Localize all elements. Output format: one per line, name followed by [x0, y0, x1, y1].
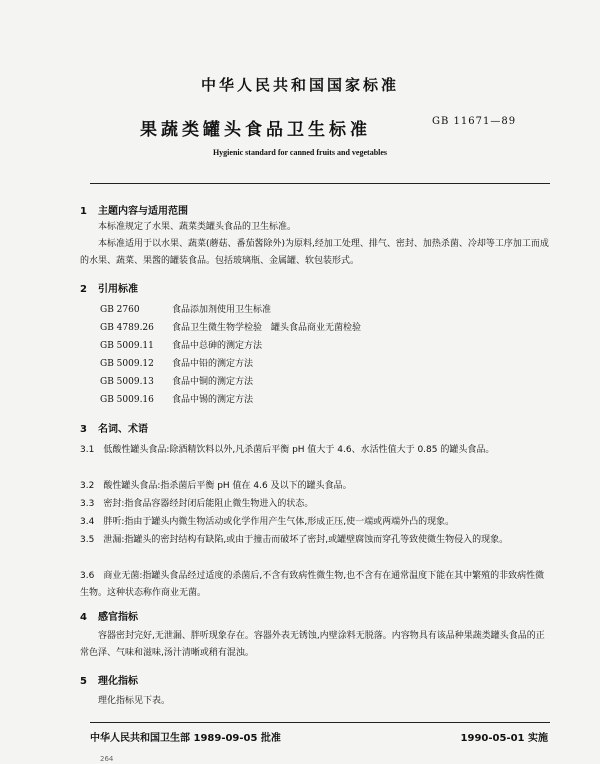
term-item: 3.4 胖听:指由于罐头内微生物活动或化学作用产生气体,形成正压,使一端或两端外凸的现象。 — [80, 517, 455, 527]
reference-code: GB 5009.11 — [100, 341, 154, 351]
reference-row — [100, 392, 253, 405]
section-3-heading — [80, 420, 148, 435]
english-title: Hygienic standard for canned fruits and vegetables — [212, 148, 388, 157]
section-4-paragraph: 容器密封完好,无泄漏、胖听现象存在。容器外表无锈蚀,内壁涂料无脱落。内容物具有该品种果蔬类罐头食品的正常色泽、气味和滋味,汤汁清晰或稍有混浊。 — [80, 631, 545, 658]
reference-row — [100, 374, 253, 387]
term-item: 3.3 密封:指食品容器经封闭后能阻止微生物进入的状态。 — [80, 499, 314, 509]
approval-line: 中华人民共和国卫生部 1989-09-05 批准 — [90, 733, 281, 744]
reference-row — [100, 356, 253, 369]
term-item: 3.1 低酸性罐头食品:除酒精饮料以外,凡杀菌后平衡 pH 值大于 4.6、水活性值大于 0.85 的罐头食品。 — [80, 445, 495, 455]
section-5-heading — [80, 672, 138, 687]
section-number: 3 — [80, 424, 87, 435]
reference-code: GB 5009.13 — [100, 377, 154, 387]
section-title: 理化指标 — [98, 676, 138, 687]
reference-code: GB 5009.16 — [100, 395, 154, 405]
issuer-title: 中华人民共和国国家标准 — [200, 76, 399, 94]
standard-code: GB 11671—89 — [432, 116, 517, 127]
effective-date: 1990-05-01 实施 — [460, 733, 548, 744]
reference-name: 食品中铅的测定方法 — [172, 359, 254, 369]
footer-rule — [90, 722, 550, 723]
reference-code: GB 5009.12 — [100, 359, 154, 369]
section-1-paragraph-2: 本标准适用于以水果、蔬菜(蘑菇、番茄酱除外)为原料,经加工处理、排气、密封、加热杀菌、冷却等工序加工而成的水果、蔬菜、果酱的罐装食品。包括玻璃瓶、金属罐、软包装形式。 — [80, 239, 549, 266]
section-5-paragraph: 理化指标见下表。 — [98, 696, 171, 706]
section-number: 5 — [80, 676, 87, 687]
reference-code: GB 4789.26 — [100, 323, 154, 333]
reference-row — [100, 302, 271, 315]
reference-name: 食品卫生微生物学检验 罐头食品商业无菌检验 — [172, 323, 362, 333]
reference-code: GB 2760 — [100, 305, 140, 315]
reference-name: 食品中锡的测定方法 — [172, 395, 254, 405]
section-number: 1 — [80, 206, 87, 217]
term-item: 3.6 商业无菌:指罐头食品经过适度的杀菌后,不含有致病性微生物,也不含有在通常温度下能在其中繁殖的非致病性微生物。这种状态称作商业无菌。 — [80, 571, 545, 598]
term-item: 3.5 泄漏:指罐头的密封结构有缺陷,或由于撞击而破坏了密封,或罐壁腐蚀而穿孔等致使微生物侵入的现象。 — [80, 535, 509, 545]
section-title: 名词、术语 — [98, 424, 148, 435]
page-number: 264 — [100, 755, 114, 763]
term-item: 3.2 酸性罐头食品:指杀菌后平衡 pH 值在 4.6 及以下的罐头食品。 — [80, 481, 352, 491]
section-title: 引用标准 — [98, 284, 138, 295]
reference-name: 食品中总砷的测定方法 — [172, 341, 263, 351]
reference-name: 食品中铜的测定方法 — [172, 377, 254, 387]
section-number: 2 — [80, 284, 87, 295]
section-number: 4 — [80, 612, 87, 623]
section-2-heading — [80, 280, 138, 295]
section-1-paragraph-1: 本标准规定了水果、蔬菜类罐头食品的卫生标准。 — [98, 222, 297, 232]
document-title: 果蔬类罐头食品卫生标准 — [140, 120, 371, 140]
reference-row — [100, 338, 262, 351]
section-1-heading — [80, 202, 188, 217]
reference-row — [100, 320, 361, 333]
header-rule — [90, 183, 550, 184]
section-4-heading — [80, 608, 138, 623]
reference-name: 食品添加剂使用卫生标准 — [172, 305, 272, 315]
section-title: 感官指标 — [98, 612, 138, 623]
section-title: 主题内容与适用范围 — [98, 206, 188, 217]
